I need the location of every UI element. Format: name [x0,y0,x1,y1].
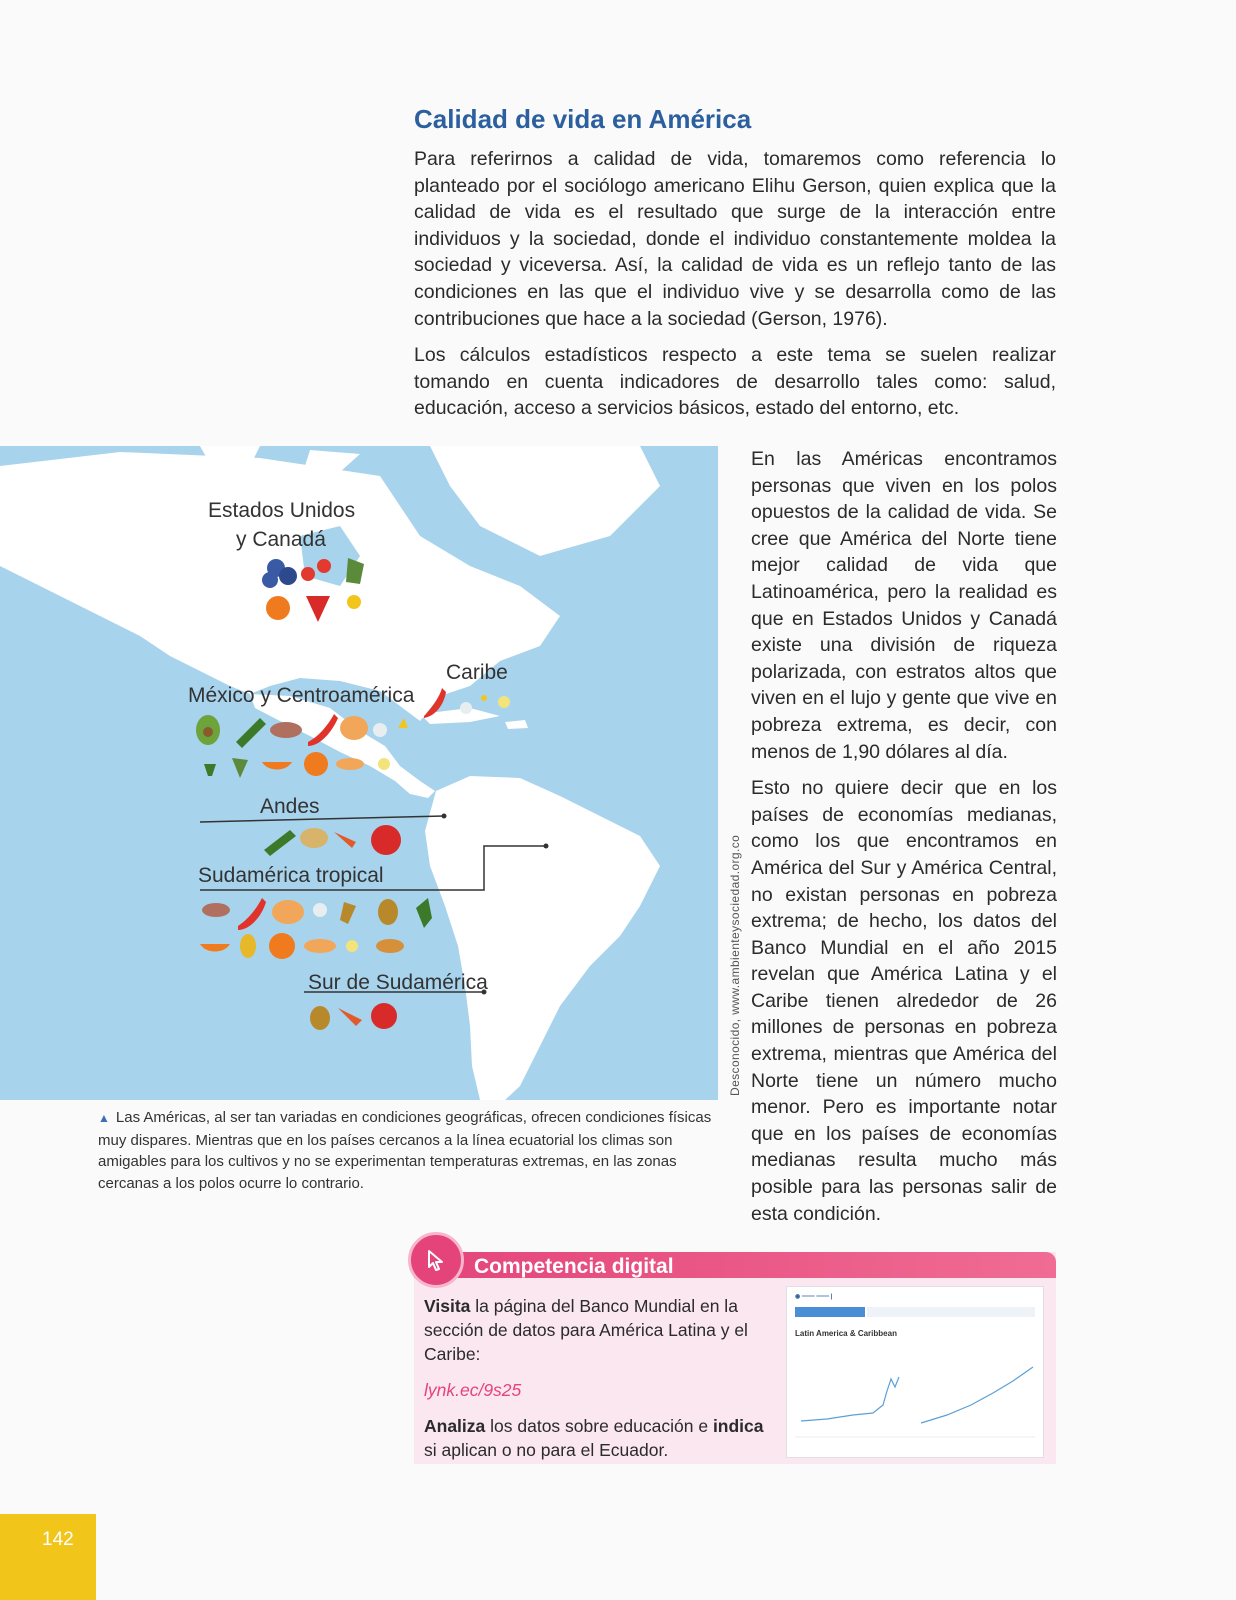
label-caribe: Caribe [446,661,508,684]
intro-paragraph-1: Para referirnos a calidad de vida, tomaremos como referencia lo planteado por el sociólogo americano Elihu Gerson, quien explica que la calidad de vida es el resultado que surge de la interacción entre individuos y la sociedad, donde el individuo constantemente moldea la sociedad y viceversa. Así, la calidad de vida es un reflejo tanto de las condiciones en las que el individuo vive y se desarrolla como de las contribuciones que hace a la sociedad (Gerson, 1976). [414,148,1056,330]
label-tropical: Sudamérica tropical [198,864,384,887]
side-paragraph-1: En las Américas encontramos personas que viven en los polos opuestos de la calidad de vida. Se cree que América del Norte tiene mejor calidad de vida que Latinoamérica, pero la realidad es que en Estados Unidos y Canadá existe una división de riqueza polarizada, con estratos altos que viven en el lujo y gente que vive en pobreza extrema, es decir, con menos de 1,90 dólares al día. [751,448,1057,763]
cursor-icon [408,1232,464,1288]
label-andes: Andes [260,795,320,818]
world-bank-screenshot [786,1286,1044,1458]
caption-text: Las Américas, al ser tan variadas en condiciones geográficas, ofrecen condiciones físicas muy dispares. Mientras que en los países cercanos a la línea ecuatorial los climas son amigables para los cultivos y no se experimentan temperaturas extremas, en las zonas cercanas a los polos ocurre lo contrario. [98,1109,712,1192]
competencia-text [424,1294,774,1474]
competencia-digital-box [414,1252,1056,1464]
label-sur: Sur de Sudamérica [308,971,488,994]
resource-link[interactable]: lynk.ec/9s25 [424,1380,522,1400]
side-text [751,446,1057,1237]
analiza-text: Analiza los datos sobre educación e indica si aplican o no para el Ecuador. [424,1416,764,1460]
page-number: 142 [42,1529,74,1550]
map-credit: Desconocido, www.ambienteysociedad.org.co [728,834,742,1096]
page-number-tab [0,1514,96,1600]
intro-paragraph-2: Los cálculos estadísticos respecto a este tema se suelen realizar tomando en cuenta indicadores de desarrollo tales como: salud, educación, acceso a servicios básicos, estado del entorno, etc. [414,344,1056,420]
side-paragraph-2: Esto no quiere decir que en los países de economías medianas, como los que encontramos en América del Sur y América Central, no existan personas en pobreza extrema; de hecho, los datos del Banco Mundial en el año 2015 revelan que América Latina y el Caribe tienen alrededor de 26 millones de personas en pobreza extrema, mientras que América del Norte tiene un número mucho menor. Pero es importante notar que en los países de economías medianas resulta mucho más posible para las personas salir de esta condición. [751,777,1057,1225]
page-title: Calidad de vida en América [414,104,752,134]
thumb-heading: Latin America & Caribbean [795,1329,897,1338]
label-usa-line1: Estados Unidos [208,499,356,522]
americas-map [0,446,718,1100]
intro-text [414,146,1056,432]
triangle-icon: ▲ [98,1111,110,1125]
label-mexico: México y Centroamérica [188,684,415,707]
world-bank-logo: ◉ ═══ ═══ | [795,1294,833,1300]
label-usa-line2: y Canadá [236,528,326,551]
competencia-title: Competencia digital [474,1255,674,1278]
visita-text: Visita la página del Banco Mundial en la sección de datos para América Latina y el Caribe: [424,1296,748,1364]
map-caption [98,1107,718,1194]
